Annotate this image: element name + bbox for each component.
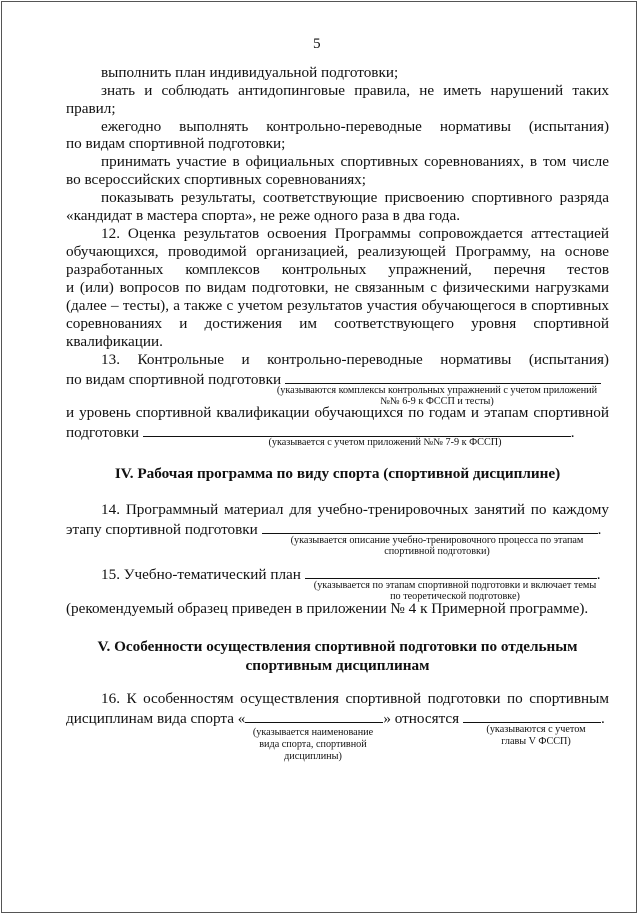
- period: .: [596, 566, 601, 583]
- paragraph-12-line: разработанных комплексов контрольных упражнений, перечня тестов: [66, 261, 609, 278]
- fill-in-blank-sport[interactable]: [245, 708, 383, 723]
- paragraph-13-line: 13. Контрольные и контрольно-переводные нормативы (испытания): [101, 351, 609, 368]
- footnote-hint: вида спорта, спортивной: [259, 739, 367, 750]
- period: .: [600, 710, 605, 727]
- text-line: ежегодно выполнять контрольно-переводные нормативы (испытания): [101, 118, 609, 135]
- period: .: [570, 424, 575, 441]
- footnote-hint: (указывается описание учебно-тренировочного процесса по этапам: [290, 535, 584, 546]
- footnote-hint: (указываются комплексы контрольных упражнений с учетом приложений: [276, 385, 598, 396]
- footnote-hint: №№ 6-9 к ФССП и тесты): [380, 396, 494, 407]
- footnote-hint: главы V ФССП): [501, 736, 571, 747]
- footnote-hint: дисциплины): [284, 751, 342, 762]
- text-line: знать и соблюдать антидопинговые правила, не иметь нарушений таких: [101, 82, 609, 99]
- paragraph-13-text: по видам спортивной подготовки: [66, 371, 282, 388]
- text-line: показывать результаты, соответствующие присвоению спортивного разряда: [101, 189, 609, 206]
- paragraph-14-line: 14. Программный материал для учебно-тренировочных занятий по каждому: [101, 501, 609, 518]
- paragraph-14-text: этапу спортивной подготовки: [66, 521, 258, 538]
- paragraph-12-line: соревнованиях и достижения им соответствующего уровня спортивной: [66, 315, 609, 332]
- paragraph-12-line: и (или) вопросов по видам подготовки, не связанным с физическими нагрузками: [66, 279, 609, 296]
- paragraph-15-text: 15. Учебно-тематический план: [101, 566, 301, 583]
- fill-in-blank[interactable]: [262, 519, 598, 534]
- text-line: во всероссийских спортивных соревнованиях;: [66, 171, 366, 188]
- section-heading: V. Особенности осуществления спортивной подготовки по отдельным: [97, 638, 578, 655]
- paragraph-13-text: подготовки: [66, 424, 139, 441]
- period: .: [597, 521, 602, 538]
- fill-in-blank[interactable]: [143, 422, 571, 437]
- paragraph-16-text: дисциплинам вида спорта «: [66, 710, 246, 727]
- footnote-hint: по теоретической подготовке): [390, 591, 520, 602]
- text-line: принимать участие в официальных спортивных соревнованиях, в том числе: [101, 153, 609, 170]
- paragraph-16-line: 16. К особенностям осуществления спортивной подготовки по спортивным: [101, 690, 609, 707]
- paragraph-12-line: (далее – тесты), а также с учетом результатов участия обучающегося в спортивных: [66, 297, 609, 314]
- text-line: правил;: [66, 100, 116, 117]
- paragraph-12-line: обучающихся, проводимой организацией, реализующей Программу, на основе: [66, 243, 609, 260]
- footnote-hint: (указывается с учетом приложений №№ 7-9 к ФССП): [268, 437, 502, 448]
- fill-in-blank[interactable]: [285, 369, 601, 384]
- paragraph-15-line: (рекомендуемый образец приведен в приложении № 4 к Примерной программе).: [66, 600, 589, 617]
- footnote-hint: (указывается наименование: [252, 727, 374, 738]
- section-heading: спортивным дисциплинам: [245, 657, 430, 674]
- paragraph-12-line: квалификации.: [66, 333, 163, 350]
- paragraph-13-line: и уровень спортивной квалификации обучающихся по годам и этапам спортивной: [66, 404, 609, 421]
- paragraph-16-text: » относятся: [383, 710, 460, 727]
- text-line: по видам спортивной подготовки;: [66, 135, 286, 152]
- paragraph-12-line: 12. Оценка результатов освоения Программы сопровождается аттестацией: [101, 225, 609, 242]
- footnote-hint: (указывается по этапам спортивной подготовки и включает темы: [313, 580, 597, 591]
- fill-in-blank[interactable]: [305, 564, 597, 579]
- section-heading: IV. Рабочая программа по виду спорта (спортивной дисциплине): [114, 465, 561, 482]
- fill-in-blank[interactable]: [463, 708, 601, 723]
- text-line: «кандидат в мастера спорта», не реже одного раза в два года.: [66, 207, 461, 224]
- page-number: 5: [313, 35, 321, 52]
- text-line: выполнить план индивидуальной подготовки;: [101, 64, 399, 81]
- footnote-hint: (указываются с учетом: [486, 724, 586, 735]
- footnote-hint: спортивной подготовки): [384, 546, 490, 557]
